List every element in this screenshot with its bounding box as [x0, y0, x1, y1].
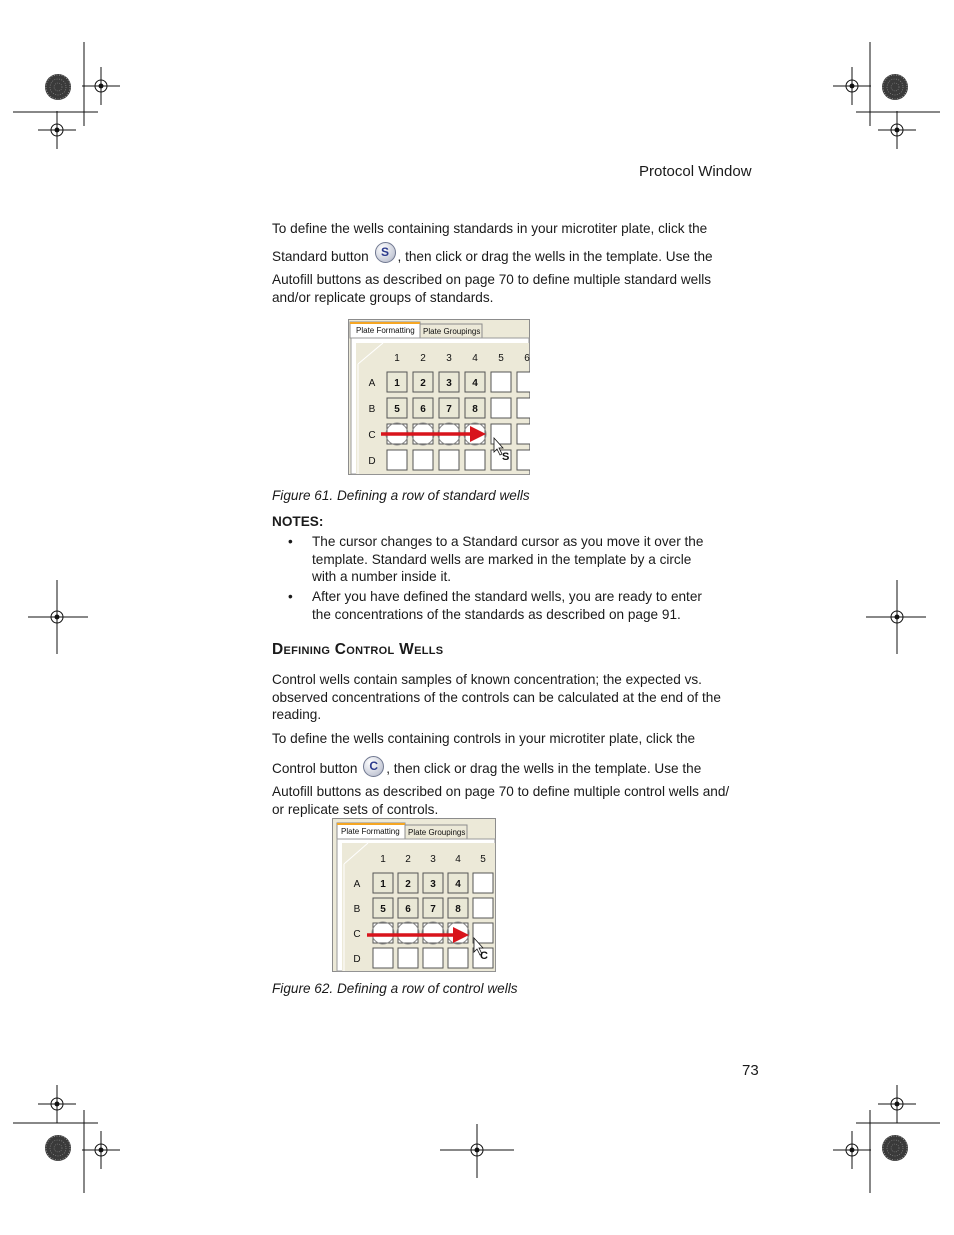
fig62-col-label: 5: [480, 854, 486, 865]
fig61-well: [517, 398, 530, 418]
fig62-well: [398, 923, 418, 943]
control-intro-line2: [272, 760, 762, 783]
fig61-col-label: 2: [420, 353, 426, 364]
fig61-cursor-letter: S: [502, 451, 510, 463]
control-desc-line3: reading.: [272, 707, 322, 722]
fig62-well: [423, 948, 443, 968]
fig61-tab-plate-groupings: Plate Groupings: [423, 327, 481, 336]
standard-intro-line1: To define the wells containing standards in your microtiter plate, click the: [272, 221, 708, 236]
fig61-well-label: 2: [420, 378, 426, 389]
fig61-well: [439, 450, 459, 470]
running-header: Protocol Window: [639, 163, 752, 180]
fig61-well: [491, 398, 511, 418]
fig61-row-label: B: [368, 404, 376, 415]
fig62-row-label: C: [353, 929, 361, 940]
fig61-well: [465, 450, 485, 470]
fig61-col-label: 5: [498, 353, 504, 364]
fig62-tab-plate-formatting: Plate Formatting: [341, 827, 400, 836]
control-intro-line2-after: , then click or drag the wells in the template. Use the: [386, 761, 702, 776]
fig61-well-label: 5: [394, 404, 400, 415]
fig61-well-label: 1: [394, 378, 400, 389]
standard-button-icon: S: [375, 242, 396, 263]
fig61-well-label: 3: [446, 378, 452, 389]
fig61-well-label: 4: [472, 378, 478, 389]
standard-intro-line3: Autofill buttons as described on page 70 to define multiple standard wells: [272, 272, 712, 287]
control-intro-line1: To define the wells containing controls in your microtiter plate, click the: [272, 731, 696, 746]
fig61-well: [387, 450, 407, 470]
fig62-tab-plate-groupings: Plate Groupings: [408, 828, 466, 837]
fig62-row-label: B: [353, 904, 361, 915]
fig62-well: [398, 948, 418, 968]
fig61-well: [491, 372, 511, 392]
standard-intro-line2-after: , then click or drag the wells in the template. Use the: [397, 249, 713, 264]
fig62-well: [423, 923, 443, 943]
figure-61-screenshot: [348, 319, 530, 475]
fig61-well: [517, 450, 530, 470]
note-bullet-1: •: [288, 534, 293, 549]
control-button-icon: C: [363, 756, 384, 777]
fig61-well: [517, 372, 530, 392]
fig62-well: [373, 948, 393, 968]
fig61-col-label: 4: [472, 353, 478, 364]
fig61-row-label: D: [368, 456, 376, 467]
fig61-col-label: 6: [524, 353, 530, 364]
fig62-well-label: 4: [455, 879, 461, 890]
figure-62-screenshot: [332, 818, 496, 972]
note-2-line-2: the concentrations of the standards as described on page 91.: [312, 606, 681, 622]
fig62-well-label: 8: [455, 904, 461, 915]
fig62-well: [373, 923, 393, 943]
note-1-line-3: with a number inside it.: [312, 569, 452, 584]
section-heading-control-wells: Defining Control Wells: [272, 641, 444, 658]
figure-61-caption: Figure 61. Defining a row of standard wells: [272, 488, 530, 503]
fig61-well-label: 7: [446, 404, 452, 415]
fig62-well-label: 2: [405, 879, 411, 890]
fig61-tab-plate-formatting: Plate Formatting: [356, 326, 415, 335]
fig62-well-label: 3: [430, 879, 436, 890]
fig61-well-label: 8: [472, 404, 478, 415]
control-description: [272, 671, 762, 724]
fig61-row-label: A: [368, 378, 376, 389]
standard-intro-line2: [272, 245, 762, 271]
fig62-col-label: 1: [380, 854, 386, 865]
fig62-row-label: A: [353, 879, 361, 890]
control-intro-line3: Autofill buttons as described on page 70 to define multiple control wells and/: [272, 784, 730, 799]
note-1-line-2: template. Standard wells are marked in the template by a circle: [312, 551, 692, 567]
fig62-well: [448, 948, 468, 968]
control-button-text: Control button: [272, 761, 358, 776]
fig61-well: [517, 424, 530, 444]
figure-62-caption: Figure 62. Defining a row of control wells: [272, 981, 518, 996]
fig62-well: [473, 873, 493, 893]
fig61-well: [413, 450, 433, 470]
note-item-2: [288, 588, 738, 624]
standard-button-text: Standard button: [272, 249, 369, 264]
fig62-well-label: 7: [430, 904, 436, 915]
note-2-line-1: After you have defined the standard wells, you are ready to enter: [312, 589, 702, 604]
control-desc-line2: observed concentrations of the controls can be calculated at the end of the: [272, 689, 721, 705]
fig62-row-label: D: [353, 954, 361, 965]
note-item-1: [288, 533, 738, 587]
control-intro-paragraph: [272, 760, 762, 818]
note-bullet-2: •: [288, 589, 293, 604]
standard-intro-line4: and/or replicate groups of standards.: [272, 289, 494, 305]
control-desc-line1: Control wells contain samples of known concentration; the expected vs.: [272, 672, 702, 687]
fig61-row-label: C: [368, 430, 376, 441]
fig62-cursor-letter: C: [480, 950, 488, 962]
fig61-col-label: 3: [446, 353, 452, 364]
fig61-col-label: 1: [394, 353, 400, 364]
fig62-col-label: 3: [430, 854, 436, 865]
fig62-well-label: 5: [380, 904, 386, 915]
control-intro-line4: or replicate sets of controls.: [272, 801, 439, 817]
fig62-well: [473, 898, 493, 918]
standard-intro-paragraph: [272, 245, 762, 306]
fig62-well-label: 1: [380, 879, 386, 890]
fig61-well-label: 6: [420, 404, 426, 415]
page-number: 73: [742, 1062, 759, 1079]
fig62-col-label: 2: [405, 854, 411, 865]
fig62-col-label: 4: [455, 854, 461, 865]
fig62-well-label: 6: [405, 904, 411, 915]
note-1-line-1: The cursor changes to a Standard cursor as you move it over the: [312, 534, 704, 549]
notes-title: NOTES:: [272, 514, 324, 529]
